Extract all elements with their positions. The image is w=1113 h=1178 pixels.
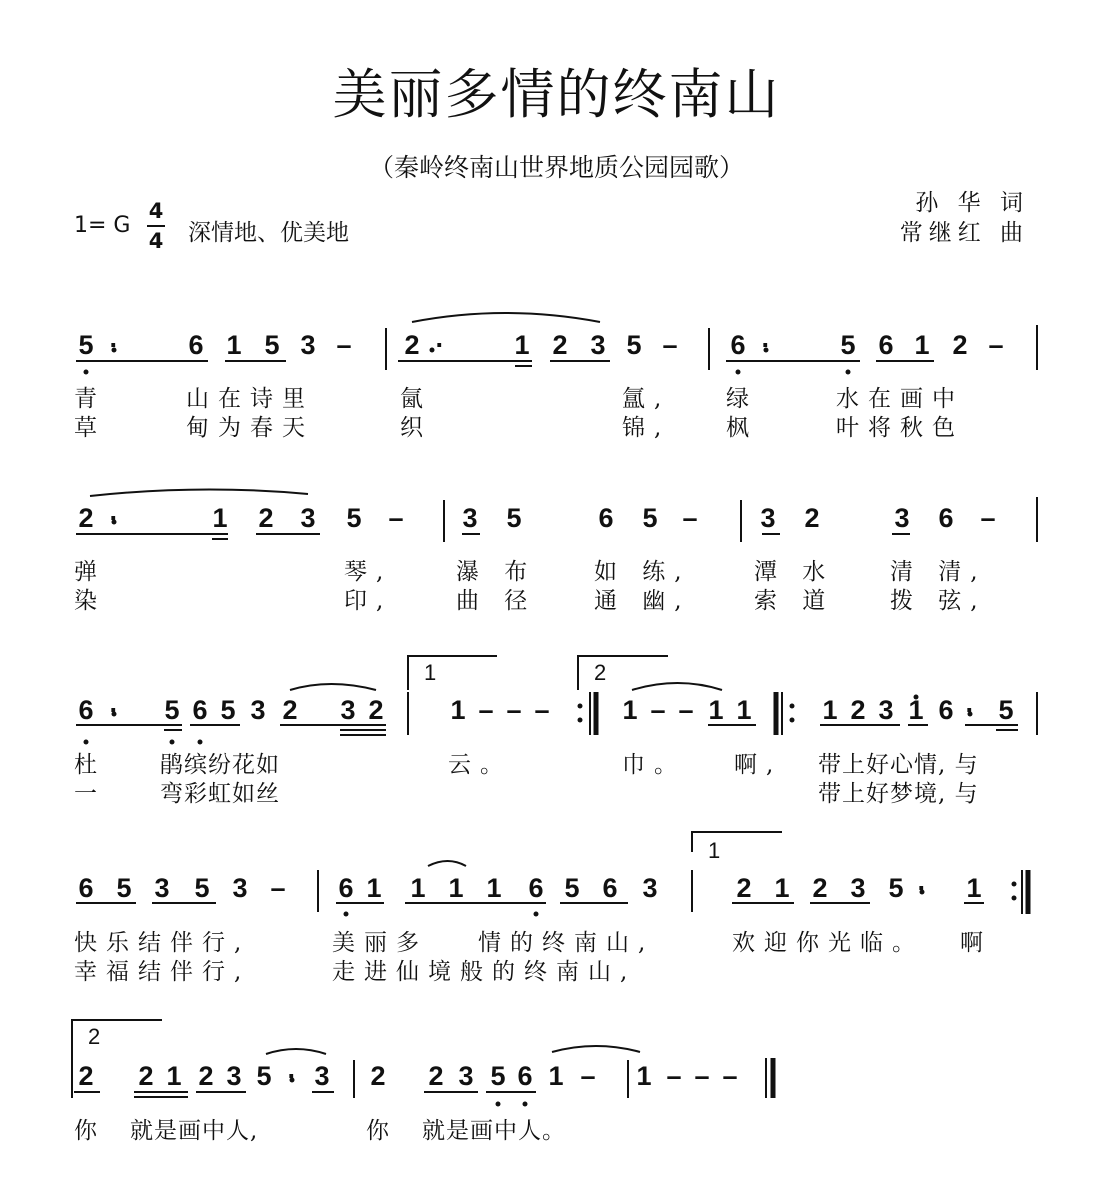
note: 1 bbox=[736, 695, 752, 725]
note: 1 bbox=[166, 1061, 182, 1091]
lyric: 啊, bbox=[734, 752, 783, 778]
augmentation-dot: · bbox=[109, 695, 119, 725]
lyric: 走进仙境般的终南山, bbox=[332, 959, 637, 985]
lyric: 氤 bbox=[400, 386, 432, 412]
note: 6 bbox=[188, 330, 204, 360]
volta-1-label: 1 bbox=[424, 660, 437, 685]
augmentation-dot: · bbox=[761, 330, 771, 360]
note: 5 bbox=[888, 873, 904, 903]
note-dash: – bbox=[388, 503, 404, 533]
augmentation-dot: · bbox=[965, 695, 975, 725]
note: 2 bbox=[368, 695, 384, 725]
note: 2 bbox=[428, 1061, 444, 1091]
lyric: 印, bbox=[344, 588, 393, 614]
note: 6 bbox=[78, 695, 94, 725]
note-dash: – bbox=[662, 330, 678, 360]
note: 5 bbox=[626, 330, 642, 360]
note: 2 bbox=[952, 330, 968, 360]
lyric: 巾。 bbox=[622, 752, 686, 778]
note: 5 bbox=[220, 695, 236, 725]
note: 2 bbox=[804, 503, 820, 533]
note: 2 bbox=[552, 330, 568, 360]
note: 5 bbox=[116, 873, 132, 903]
note: 5 bbox=[564, 873, 580, 903]
augmentation-dot: · bbox=[435, 330, 445, 360]
note: 1 bbox=[908, 695, 924, 725]
note: 5 bbox=[642, 503, 658, 533]
note: 6 bbox=[938, 503, 954, 533]
note: 6 bbox=[602, 873, 618, 903]
lyric: 甸为春天 bbox=[186, 415, 314, 441]
note: 3 bbox=[850, 873, 866, 903]
note: 1 bbox=[226, 330, 242, 360]
note-dash: – bbox=[270, 873, 286, 903]
note-dash: – bbox=[980, 503, 996, 533]
note: 3 bbox=[894, 503, 910, 533]
key-signature: 1= G bbox=[74, 213, 131, 238]
lyric: 带上好梦境, 与 bbox=[818, 781, 979, 807]
note: 1 bbox=[636, 1061, 652, 1091]
note: 2 bbox=[198, 1061, 214, 1091]
note: 6 bbox=[528, 873, 544, 903]
lyric: 欢迎你光临。 bbox=[732, 930, 924, 956]
lyric: 就是画中人, bbox=[130, 1118, 259, 1144]
note: 3 bbox=[232, 873, 248, 903]
lyric: 杜 bbox=[74, 752, 106, 778]
note: 1 bbox=[410, 873, 426, 903]
note: 1 bbox=[450, 695, 466, 725]
lyric: 拨 弦, bbox=[890, 588, 987, 614]
note: 5 bbox=[490, 1061, 506, 1091]
volta-1-label: 1 bbox=[708, 838, 721, 863]
lyric: 通 幽, bbox=[594, 588, 691, 614]
augmentation-dot: · bbox=[917, 873, 927, 903]
lyricist-credit: 孙 华 词 bbox=[915, 190, 1029, 216]
song-title: 美丽多情的终南山 bbox=[332, 63, 781, 126]
note: 5 bbox=[346, 503, 362, 533]
lyric: 美丽多 bbox=[332, 930, 428, 956]
note: 3 bbox=[462, 503, 478, 533]
augmentation-dot: · bbox=[109, 330, 119, 360]
note: 1 bbox=[914, 330, 930, 360]
lyric: 水在画中 bbox=[836, 386, 964, 412]
note: 6 bbox=[517, 1061, 533, 1091]
note-dash: – bbox=[678, 695, 694, 725]
lyric: 情的终南山, bbox=[478, 930, 655, 956]
note: 6 bbox=[338, 873, 354, 903]
lyric: 草 bbox=[74, 415, 106, 441]
note: 2 bbox=[812, 873, 828, 903]
lyric: 织 bbox=[400, 415, 432, 441]
note: 5 bbox=[264, 330, 280, 360]
note: 3 bbox=[760, 503, 776, 533]
lyric: 锦, bbox=[622, 415, 671, 441]
note: 3 bbox=[300, 503, 316, 533]
note: 1 bbox=[966, 873, 982, 903]
lyric: 山在诗里 bbox=[186, 386, 314, 412]
lyric: 带上好心情, 与 bbox=[818, 752, 979, 778]
lyric: 青 bbox=[74, 386, 106, 412]
lyric: 你 bbox=[366, 1118, 398, 1144]
note: 1 bbox=[486, 873, 502, 903]
lyric: 绿 bbox=[726, 386, 758, 412]
note: 1 bbox=[448, 873, 464, 903]
note: 5 bbox=[164, 695, 180, 725]
lyric: 弯彩虹如丝 bbox=[160, 781, 280, 807]
song-subtitle: （秦岭终南山世界地质公园园歌） bbox=[368, 153, 744, 182]
note: 1 bbox=[774, 873, 790, 903]
volta-2-label: 2 bbox=[88, 1024, 101, 1049]
note: 5 bbox=[506, 503, 522, 533]
lyric: 枫 bbox=[726, 415, 758, 441]
note: 3 bbox=[314, 1061, 330, 1091]
note: 3 bbox=[226, 1061, 242, 1091]
note: 2 bbox=[282, 695, 298, 725]
note: 6 bbox=[878, 330, 894, 360]
composer-credit: 常继红 曲 bbox=[899, 220, 1029, 246]
note-dash: – bbox=[988, 330, 1004, 360]
time-signature-bottom: 4 bbox=[148, 229, 164, 253]
note-dash: – bbox=[336, 330, 352, 360]
note: 5 bbox=[194, 873, 210, 903]
lyric: 幸福结伴行, bbox=[74, 959, 251, 985]
note-dash: – bbox=[650, 695, 666, 725]
note: 2 bbox=[370, 1061, 386, 1091]
note: 3 bbox=[590, 330, 606, 360]
note: 2 bbox=[850, 695, 866, 725]
lyric: 一 bbox=[74, 781, 106, 807]
note-dash: – bbox=[722, 1061, 738, 1091]
volta-2-label: 2 bbox=[594, 660, 607, 685]
lyric: 氲, bbox=[622, 386, 671, 412]
time-signature-top: 4 bbox=[148, 199, 164, 223]
lyric: 清 清, bbox=[890, 559, 987, 585]
note: 5 bbox=[256, 1061, 272, 1091]
note-dash: – bbox=[534, 695, 550, 725]
note-dash: – bbox=[666, 1061, 682, 1091]
note-dash: – bbox=[682, 503, 698, 533]
lyric: 云。 bbox=[448, 752, 512, 778]
note: 2 bbox=[258, 503, 274, 533]
tempo-marking: 深情地、优美地 bbox=[188, 220, 349, 246]
lyric: 瀑 布 bbox=[456, 559, 537, 585]
note: 2 bbox=[78, 1061, 94, 1091]
note: 5 bbox=[998, 695, 1014, 725]
note-dash: – bbox=[506, 695, 522, 725]
note: 1 bbox=[514, 330, 530, 360]
note: 6 bbox=[938, 695, 954, 725]
note: 1 bbox=[822, 695, 838, 725]
lyric: 染 bbox=[74, 588, 106, 614]
note: 2 bbox=[736, 873, 752, 903]
lyric: 曲 径 bbox=[456, 588, 537, 614]
note: 6 bbox=[78, 873, 94, 903]
note: 2 bbox=[404, 330, 420, 360]
lyric: 你 bbox=[74, 1118, 106, 1144]
note: 3 bbox=[642, 873, 658, 903]
note: 5 bbox=[840, 330, 856, 360]
note-dash: – bbox=[580, 1061, 596, 1091]
lyric: 潭 水 bbox=[754, 559, 835, 585]
lyric: 快乐结伴行, bbox=[74, 930, 251, 956]
lyric: 琴, bbox=[344, 559, 393, 585]
lyric: 叶将秋色 bbox=[836, 415, 964, 441]
augmentation-dot: · bbox=[287, 1061, 297, 1091]
note: 3 bbox=[154, 873, 170, 903]
note: 3 bbox=[458, 1061, 474, 1091]
note: 6 bbox=[730, 330, 746, 360]
lyric: 索 道 bbox=[754, 588, 835, 614]
note: 6 bbox=[192, 695, 208, 725]
lyric: 如 练, bbox=[594, 559, 691, 585]
note: 1 bbox=[366, 873, 382, 903]
note: 2 bbox=[138, 1061, 154, 1091]
note: 5 bbox=[78, 330, 94, 360]
note-dash: – bbox=[478, 695, 494, 725]
note: 1 bbox=[548, 1061, 564, 1091]
note-dash: – bbox=[694, 1061, 710, 1091]
note: 1 bbox=[212, 503, 228, 533]
lyric: 就是画中人。 bbox=[422, 1118, 566, 1144]
note: 6 bbox=[598, 503, 614, 533]
note: 1 bbox=[708, 695, 724, 725]
lyric: 啊 bbox=[960, 930, 992, 956]
lyric: 鹃缤纷花如 bbox=[160, 752, 280, 778]
note: 2 bbox=[78, 503, 94, 533]
augmentation-dot: · bbox=[109, 503, 119, 533]
lyric: 弹 bbox=[74, 559, 106, 585]
note: 3 bbox=[250, 695, 266, 725]
note: 3 bbox=[878, 695, 894, 725]
note: 1 bbox=[622, 695, 638, 725]
note: 3 bbox=[300, 330, 316, 360]
note: 3 bbox=[340, 695, 356, 725]
